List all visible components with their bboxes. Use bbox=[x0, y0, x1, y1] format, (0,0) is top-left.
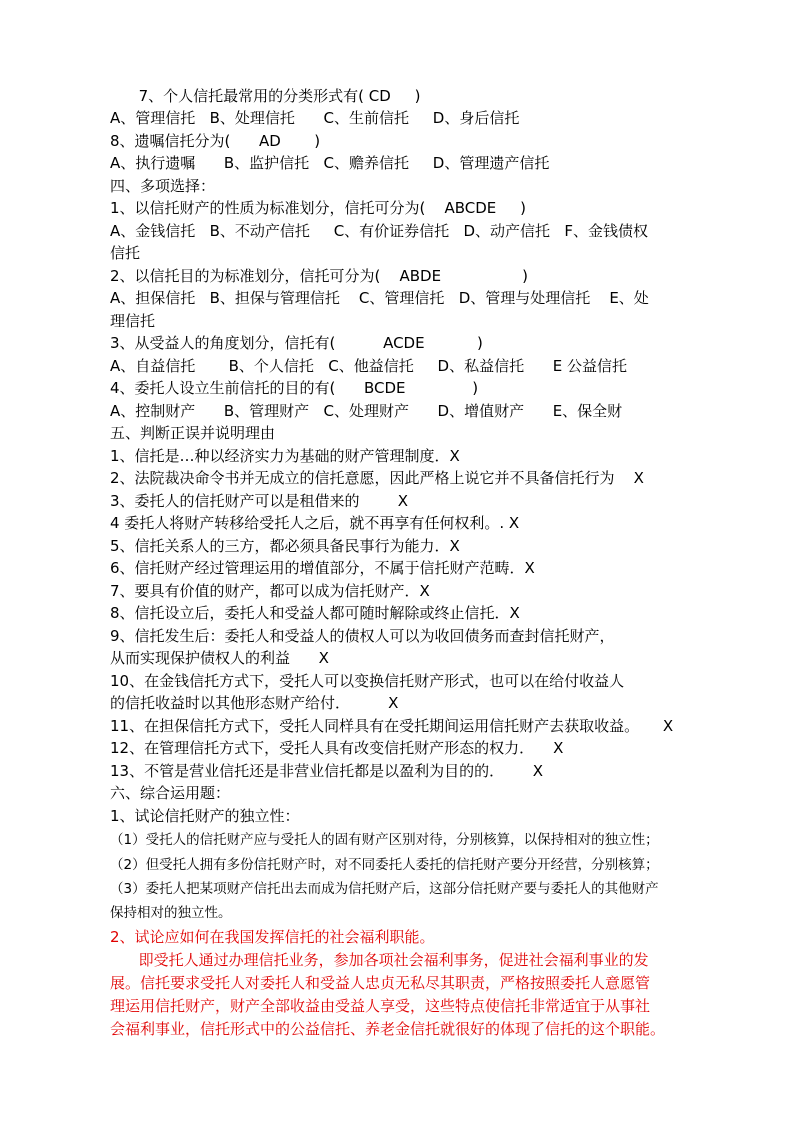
text-line: 3、从受益人的角度划分，信托有( ACDE ) bbox=[110, 334, 483, 352]
text-line: 7、要具有价值的财产，都可以成为信托财产．X bbox=[110, 582, 430, 600]
text-line: （1）受托人的信托财产应与受托人的固有财产区别对待，分别核算，以保持相对的独立性； bbox=[110, 832, 659, 848]
text-line: 的信托收益时以其他形态财产给付． X bbox=[110, 694, 399, 712]
text-line: 从而实现保护债权人的利益 X bbox=[110, 649, 329, 667]
text-line: 六、综合运用题： bbox=[110, 784, 231, 802]
text-line: 4 委托人将财产转移给受托人之后，就不再享有任何权利。. X bbox=[110, 514, 520, 532]
text-line: 4、委托人设立生前信托的目的有( BCDE ) bbox=[110, 379, 479, 397]
text-line: A、管理信托 B、处理信托 C、生前信托 D、身后信托 bbox=[110, 109, 520, 127]
text-line: 2、法院裁决命令书并无成立的信托意愿，因此严格上说它并不具备信托行为 X bbox=[110, 469, 644, 487]
text-line: 五、判断正误并说明理由 bbox=[110, 424, 276, 442]
text-line: 1、信托是…种以经济实力为基础的财产管理制度．X bbox=[110, 447, 460, 465]
text-line: （3）委托人把某项财产信托出去而成为信托财产后，这部分信托财产要与委托人的其他财产 bbox=[110, 881, 659, 897]
text-line: 1、试论信托财产的独立性： bbox=[110, 807, 300, 825]
text-line: A、执行遗嘱 B、监护信托 C、赡养信托 D、管理遗产信托 bbox=[110, 154, 550, 172]
text-line: 11、在担保信托方式下，受托人同样具有在受托期间运用信托财产去获取收益。 X bbox=[110, 717, 674, 735]
text-line: 会福利事业，信托形式中的公益信托、养老金信托就很好的体现了信托的这个职能。 bbox=[110, 1020, 666, 1038]
text-line: 13、不管是营业信托还是非营业信托都是以盈利为目的的． X bbox=[110, 762, 543, 780]
text-line: A、控制财产 B、管理财产 C、处理财产 D、增值财产 E、保全财 bbox=[110, 402, 623, 420]
text-line: 1、以信托财产的性质为标准划分，信托可分为( ABCDE ) bbox=[110, 199, 526, 217]
text-line: 12、在管理信托方式下，受托人具有改变信托财产形态的权力． X bbox=[110, 739, 564, 757]
text-line: 3、委托人的信托财产可以是租借来的 X bbox=[110, 492, 408, 510]
text-line: A、自益信托 B、个人信托 C、他益信托 D、私益信托 E 公益信托 bbox=[110, 357, 627, 375]
text-line: A、担保信托 B、担保与管理信托 C、管理信托 D、管理与处理信托 E、处 bbox=[110, 289, 649, 307]
text-line: 6、信托财产经过管理运用的增值部分，不属于信托财产范畴．X bbox=[110, 559, 535, 577]
text-line: 5、信托关系人的三方，都必须具备民事行为能力．X bbox=[110, 537, 460, 555]
text-line: 8、信托设立后，委托人和受益人都可随时解除或终止信托．X bbox=[110, 604, 520, 622]
text-line: A、金钱信托 B、不动产信托 C、有价证券信托 D、动产信托 F、金钱债权 bbox=[110, 222, 648, 240]
text-line: 2、试论应如何在我国发挥信托的社会福利职能。 bbox=[110, 928, 435, 946]
text-line: 2、以信托目的为标准划分，信托可分为( ABDE ) bbox=[110, 267, 528, 285]
text-line: 四、多项选择： bbox=[110, 177, 216, 195]
text-line: 9、信托发生后：委托人和受益人的债权人可以为收回债务而查封信托财产， bbox=[110, 627, 615, 645]
text-line: （2）但受托人拥有多份信托财产时，对不同委托人委托的信托财产要分开经营，分别核算； bbox=[110, 857, 659, 873]
text-line: 理运用信托财产，财产全部收益由受益人享受，这些特点使信托非常适宜于从事社 bbox=[110, 997, 651, 1015]
text-line: 理信托 bbox=[110, 312, 156, 330]
text-line: 展。信托要求受托人对委托人和受益人忠贞无私尽其职责，严格按照委托人意愿管 bbox=[110, 974, 651, 992]
text-line: 8、遗嘱信托分为( AD ) bbox=[110, 132, 321, 150]
text-line: 即受托人通过办理信托业务，参加各项社会福利事务，促进社会福利事业的发 bbox=[110, 951, 649, 969]
text-line: 信托 bbox=[110, 244, 141, 262]
text-line: 保持相对的独立性。 bbox=[110, 905, 232, 921]
text-line: 7、个人信托最常用的分类形式有( CD ) bbox=[110, 87, 421, 105]
text-line: 10、在金钱信托方式下，受托人可以变换信托财产形式，也可以在给付收益人 bbox=[110, 672, 625, 690]
